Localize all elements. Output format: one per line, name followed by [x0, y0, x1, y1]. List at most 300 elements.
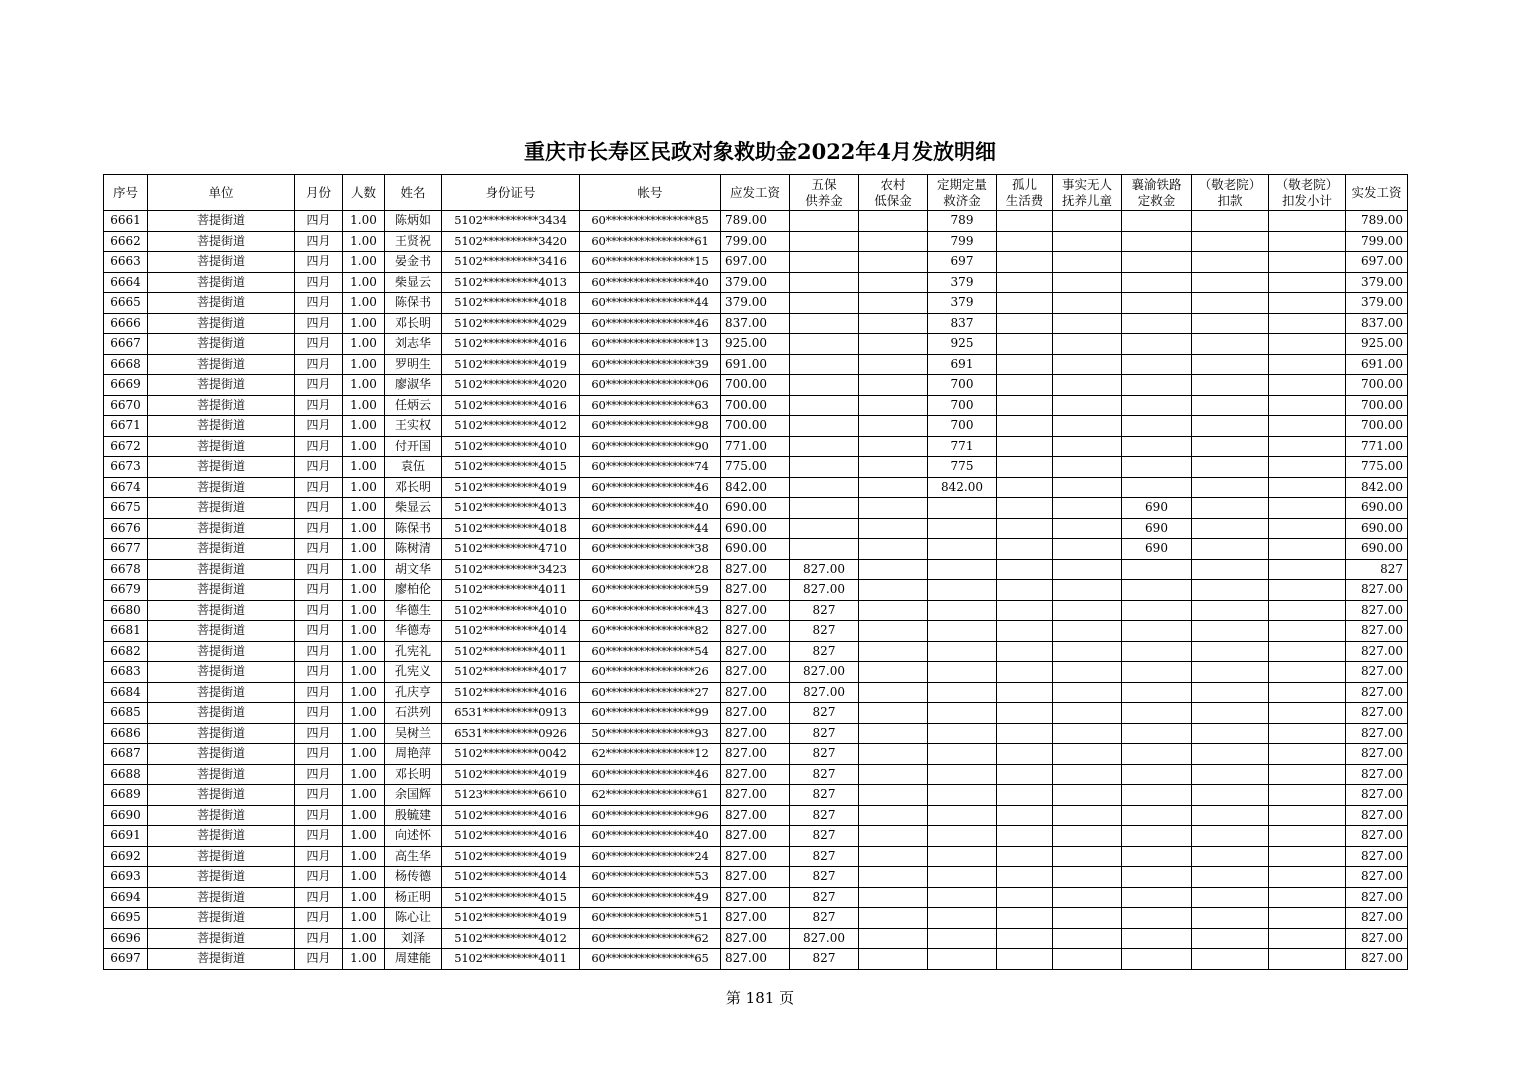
col-railway-relief-cell	[1122, 477, 1192, 498]
col-rural-dibao-cell	[859, 600, 928, 621]
col-actual-paid-cell: 827.00	[1346, 826, 1408, 847]
col-wubao-cell: 827.00	[790, 928, 859, 949]
col-count-cell: 1.00	[343, 313, 385, 334]
col-unit-cell: 菩提街道	[148, 744, 295, 765]
table-row	[104, 436, 1408, 457]
col-nursing-subtotal-cell	[1269, 539, 1346, 560]
col-railway-relief-cell	[1122, 641, 1192, 662]
col-actual-paid-cell: 827.00	[1346, 580, 1408, 601]
col-payable-cell: 700.00	[721, 395, 790, 416]
col-wubao-cell: 827	[790, 805, 859, 826]
col-account-cell: 60****************62	[580, 928, 721, 949]
col-account-cell: 60****************15	[580, 252, 721, 273]
col-railway-relief-cell	[1122, 928, 1192, 949]
col-fixed-relief-cell	[928, 580, 997, 601]
col-payable-cell: 827.00	[721, 621, 790, 642]
col-unit-cell: 菩提街道	[148, 252, 295, 273]
col-nursing-subtotal-cell	[1269, 580, 1346, 601]
col-id-number-cell: 5102**********4013	[442, 498, 580, 519]
col-nursing-subtotal-cell	[1269, 703, 1346, 724]
col-name-cell: 孔宪义	[385, 662, 442, 683]
col-nursing-subtotal-cell	[1269, 785, 1346, 806]
col-rural-dibao-cell	[859, 293, 928, 314]
col-payable-cell: 827.00	[721, 764, 790, 785]
col-id-number-cell: 5102**********4011	[442, 949, 580, 970]
col-serial-cell: 6690	[104, 805, 148, 826]
col-id-number-cell: 5102**********4018	[442, 518, 580, 539]
col-actual-paid-cell: 827.00	[1346, 949, 1408, 970]
col-fixed-relief-cell: 697	[928, 252, 997, 273]
col-wubao-cell: 827	[790, 600, 859, 621]
col-name-cell: 石洪列	[385, 703, 442, 724]
col-unsupported-child-cell	[1053, 457, 1122, 478]
col-unsupported-child-cell	[1053, 498, 1122, 519]
col-unit-cell: 菩提街道	[148, 518, 295, 539]
col-unit-cell: 菩提街道	[148, 580, 295, 601]
col-payable-cell: 827.00	[721, 949, 790, 970]
col-name-cell: 杨传德	[385, 867, 442, 888]
col-month-cell: 四月	[295, 559, 343, 580]
header-line-1: 序号	[112, 184, 138, 200]
col-count-cell: 1.00	[343, 436, 385, 457]
col-payable-cell: 789.00	[721, 211, 790, 232]
col-actual-paid-cell: 827.00	[1346, 928, 1408, 949]
col-unsupported-child-cell	[1053, 785, 1122, 806]
col-wubao-cell	[790, 231, 859, 252]
col-fixed-relief-cell: 837	[928, 313, 997, 334]
col-serial-cell: 6689	[104, 785, 148, 806]
header-line-1: 定期定量	[936, 176, 987, 192]
col-fixed-relief-cell	[928, 498, 997, 519]
col-payable-cell: 379.00	[721, 272, 790, 293]
col-count-cell: 1.00	[343, 293, 385, 314]
col-nursing-subtotal-cell	[1269, 559, 1346, 580]
col-serial-cell: 6686	[104, 723, 148, 744]
col-month-cell: 四月	[295, 518, 343, 539]
col-name-cell: 邓长明	[385, 477, 442, 498]
header-line-1: 事实无人	[1061, 176, 1112, 192]
col-wubao-cell	[790, 272, 859, 293]
col-unsupported-child-cell	[1053, 887, 1122, 908]
col-account-cell: 60****************96	[580, 805, 721, 826]
col-wubao-cell: 827	[790, 744, 859, 765]
col-unsupported-child-cell	[1053, 846, 1122, 867]
col-actual-paid-cell: 827.00	[1346, 867, 1408, 888]
col-account-cell: 60****************46	[580, 313, 721, 334]
col-count-cell: 1.00	[343, 354, 385, 375]
col-month-cell: 四月	[295, 641, 343, 662]
col-id-number-cell: 5102**********4019	[442, 908, 580, 929]
col-actual-paid-cell: 691.00	[1346, 354, 1408, 375]
col-actual-paid-cell: 789.00	[1346, 211, 1408, 232]
col-nursing-subtotal-cell	[1269, 477, 1346, 498]
col-count-cell: 1.00	[343, 252, 385, 273]
col-nursing-subtotal-cell	[1269, 764, 1346, 785]
table-row	[104, 559, 1408, 580]
col-month-cell: 四月	[295, 682, 343, 703]
col-orphan-cell	[997, 744, 1053, 765]
col-actual-paid-cell: 379.00	[1346, 293, 1408, 314]
col-wubao-cell: 827	[790, 703, 859, 724]
col-month-cell: 四月	[295, 436, 343, 457]
col-orphan-cell	[997, 313, 1053, 334]
col-name-cell: 余国辉	[385, 785, 442, 806]
col-account-cell: 60****************38	[580, 539, 721, 560]
col-account-cell: 60****************61	[580, 231, 721, 252]
col-name-cell: 孔宪礼	[385, 641, 442, 662]
col-count-cell: 1.00	[343, 600, 385, 621]
col-orphan-cell	[997, 682, 1053, 703]
col-rural-dibao-cell	[859, 846, 928, 867]
table-row	[104, 252, 1408, 273]
col-account-cell: 60****************59	[580, 580, 721, 601]
col-wubao-cell: 827	[790, 846, 859, 867]
col-rural-dibao-cell	[859, 867, 928, 888]
col-wubao-cell: 827	[790, 949, 859, 970]
col-month-cell: 四月	[295, 908, 343, 929]
col-id-number-cell: 5102**********4017	[442, 662, 580, 683]
col-wubao-cell	[790, 416, 859, 437]
col-nursing-subtotal-cell	[1269, 908, 1346, 929]
col-rural-dibao-cell	[859, 457, 928, 478]
col-unsupported-child-cell	[1053, 662, 1122, 683]
col-unsupported-child-cell	[1053, 539, 1122, 560]
table-row	[104, 231, 1408, 252]
col-account-cell: 62****************12	[580, 744, 721, 765]
col-nursing-deduction-cell	[1192, 949, 1269, 970]
col-account-cell: 60****************43	[580, 600, 721, 621]
col-nursing-deduction-cell	[1192, 539, 1269, 560]
col-name-cell: 晏金书	[385, 252, 442, 273]
col-serial-cell: 6675	[104, 498, 148, 519]
table-row	[104, 744, 1408, 765]
col-count-header	[343, 175, 385, 211]
col-nursing-deduction-cell	[1192, 211, 1269, 232]
col-railway-relief-cell	[1122, 272, 1192, 293]
col-unit-header	[148, 175, 295, 211]
col-rural-dibao-cell	[859, 313, 928, 334]
col-unsupported-child-cell	[1053, 723, 1122, 744]
col-railway-relief-cell	[1122, 354, 1192, 375]
col-nursing-deduction-cell	[1192, 272, 1269, 293]
col-name-cell: 孔庆亨	[385, 682, 442, 703]
col-fixed-relief-cell	[928, 518, 997, 539]
col-month-cell: 四月	[295, 272, 343, 293]
col-nursing-deduction-cell	[1192, 600, 1269, 621]
table-row	[104, 518, 1408, 539]
col-id-number-cell: 5102**********4019	[442, 477, 580, 498]
col-count-cell: 1.00	[343, 457, 385, 478]
col-month-cell: 四月	[295, 457, 343, 478]
col-serial-cell: 6668	[104, 354, 148, 375]
col-wubao-cell: 827.00	[790, 682, 859, 703]
table-row	[104, 498, 1408, 519]
col-account-cell: 60****************40	[580, 826, 721, 847]
col-fixed-relief-cell	[928, 539, 997, 560]
col-name-cell: 殷毓建	[385, 805, 442, 826]
col-serial-cell: 6697	[104, 949, 148, 970]
col-serial-cell: 6662	[104, 231, 148, 252]
col-nursing-subtotal-cell	[1269, 313, 1346, 334]
col-railway-relief-cell	[1122, 805, 1192, 826]
col-wubao-cell: 827	[790, 867, 859, 888]
col-name-cell: 向述怀	[385, 826, 442, 847]
col-nursing-deduction-cell	[1192, 764, 1269, 785]
col-nursing-deduction-cell	[1192, 805, 1269, 826]
col-account-cell: 60****************24	[580, 846, 721, 867]
col-account-cell: 60****************85	[580, 211, 721, 232]
col-orphan-cell	[997, 908, 1053, 929]
col-account-cell: 60****************06	[580, 375, 721, 396]
col-unsupported-child-cell	[1053, 354, 1122, 375]
col-nursing-deduction-cell	[1192, 744, 1269, 765]
col-id-number-cell: 5102**********4019	[442, 764, 580, 785]
col-month-cell: 四月	[295, 805, 343, 826]
col-payable-cell: 827.00	[721, 703, 790, 724]
col-rural-dibao-cell	[859, 416, 928, 437]
col-month-cell: 四月	[295, 600, 343, 621]
col-count-cell: 1.00	[343, 785, 385, 806]
col-unit-cell: 菩提街道	[148, 313, 295, 334]
col-unsupported-child-cell	[1053, 641, 1122, 662]
col-actual-paid-cell: 827.00	[1346, 887, 1408, 908]
col-orphan-cell	[997, 826, 1053, 847]
col-railway-relief-cell	[1122, 703, 1192, 724]
col-fixed-relief-cell	[928, 621, 997, 642]
col-month-cell: 四月	[295, 928, 343, 949]
col-railway-relief-cell	[1122, 662, 1192, 683]
col-actual-paid-cell: 827.00	[1346, 662, 1408, 683]
col-rural-dibao-cell	[859, 252, 928, 273]
col-month-cell: 四月	[295, 785, 343, 806]
table-header-row	[104, 175, 1408, 211]
col-count-cell: 1.00	[343, 211, 385, 232]
table-row	[104, 600, 1408, 621]
col-orphan-cell	[997, 600, 1053, 621]
col-count-cell: 1.00	[343, 580, 385, 601]
table-row	[104, 846, 1408, 867]
col-name-cell: 王实权	[385, 416, 442, 437]
col-payable-cell: 837.00	[721, 313, 790, 334]
col-month-cell: 四月	[295, 252, 343, 273]
col-actual-paid-cell: 827.00	[1346, 785, 1408, 806]
col-id-number-cell: 5102**********3416	[442, 252, 580, 273]
col-count-cell: 1.00	[343, 928, 385, 949]
col-fixed-relief-cell: 691	[928, 354, 997, 375]
col-nursing-deduction-cell	[1192, 518, 1269, 539]
col-serial-cell: 6670	[104, 395, 148, 416]
col-railway-relief-header	[1122, 175, 1192, 211]
col-id-number-cell: 5102**********4012	[442, 416, 580, 437]
col-nursing-subtotal-cell	[1269, 518, 1346, 539]
col-rural-dibao-cell	[859, 744, 928, 765]
col-unsupported-child-cell	[1053, 559, 1122, 580]
col-fixed-relief-cell	[928, 600, 997, 621]
col-orphan-cell	[997, 641, 1053, 662]
table-row	[104, 785, 1408, 806]
col-id-number-cell: 5102**********4016	[442, 395, 580, 416]
col-month-cell: 四月	[295, 539, 343, 560]
col-nursing-deduction-cell	[1192, 313, 1269, 334]
col-id-number-cell: 5102**********4710	[442, 539, 580, 560]
table-row	[104, 395, 1408, 416]
col-orphan-cell	[997, 764, 1053, 785]
col-account-cell: 60****************49	[580, 887, 721, 908]
col-actual-paid-cell: 799.00	[1346, 231, 1408, 252]
col-orphan-cell	[997, 949, 1053, 970]
col-id-number-header	[442, 175, 580, 211]
col-wubao-cell: 827.00	[790, 580, 859, 601]
col-wubao-header	[790, 175, 859, 211]
col-name-cell: 刘志华	[385, 334, 442, 355]
col-railway-relief-cell	[1122, 887, 1192, 908]
col-orphan-cell	[997, 354, 1053, 375]
col-railway-relief-cell	[1122, 293, 1192, 314]
table-row	[104, 354, 1408, 375]
col-id-number-cell: 5102**********3420	[442, 231, 580, 252]
col-railway-relief-cell: 690	[1122, 539, 1192, 560]
col-payable-cell: 799.00	[721, 231, 790, 252]
col-id-number-cell: 5102**********4019	[442, 846, 580, 867]
col-railway-relief-cell	[1122, 621, 1192, 642]
col-nursing-deduction-cell	[1192, 867, 1269, 888]
col-rural-dibao-cell	[859, 621, 928, 642]
col-id-number-cell: 5102**********4011	[442, 641, 580, 662]
col-actual-paid-cell: 690.00	[1346, 498, 1408, 519]
col-wubao-cell	[790, 477, 859, 498]
col-account-cell: 60****************46	[580, 477, 721, 498]
col-id-number-cell: 5102**********3434	[442, 211, 580, 232]
col-orphan-cell	[997, 539, 1053, 560]
payment-table	[103, 174, 1408, 970]
col-serial-header	[104, 175, 148, 211]
col-railway-relief-cell: 690	[1122, 518, 1192, 539]
col-actual-paid-cell: 775.00	[1346, 457, 1408, 478]
header-line-1: 实发工资	[1351, 184, 1402, 200]
col-fixed-relief-cell: 771	[928, 436, 997, 457]
col-actual-paid-cell: 827.00	[1346, 600, 1408, 621]
col-fixed-relief-cell	[928, 662, 997, 683]
col-payable-header	[721, 175, 790, 211]
col-name-cell: 廖淑华	[385, 375, 442, 396]
col-payable-cell: 827.00	[721, 908, 790, 929]
col-rural-dibao-header	[859, 175, 928, 211]
col-id-number-cell: 5102**********4016	[442, 826, 580, 847]
col-actual-paid-cell: 690.00	[1346, 518, 1408, 539]
col-name-cell: 华德寿	[385, 621, 442, 642]
col-wubao-cell	[790, 539, 859, 560]
col-account-cell: 62****************61	[580, 785, 721, 806]
col-account-cell: 60****************40	[580, 498, 721, 519]
header-line-1: 身份证号	[485, 184, 536, 200]
col-nursing-subtotal-header	[1269, 175, 1346, 211]
col-name-cell: 周建能	[385, 949, 442, 970]
col-name-cell: 高生华	[385, 846, 442, 867]
col-fixed-relief-cell	[928, 928, 997, 949]
col-wubao-cell: 827.00	[790, 559, 859, 580]
col-actual-paid-cell: 700.00	[1346, 416, 1408, 437]
col-unit-cell: 菩提街道	[148, 231, 295, 252]
col-fixed-relief-cell: 925	[928, 334, 997, 355]
col-unit-cell: 菩提街道	[148, 723, 295, 744]
header-line-1: 农村	[880, 176, 906, 192]
col-fixed-relief-cell	[928, 805, 997, 826]
col-rural-dibao-cell	[859, 887, 928, 908]
header-line-2: 低保金	[874, 192, 912, 208]
col-nursing-deduction-cell	[1192, 846, 1269, 867]
col-nursing-deduction-cell	[1192, 785, 1269, 806]
col-nursing-deduction-cell	[1192, 334, 1269, 355]
col-unsupported-child-header	[1053, 175, 1122, 211]
col-orphan-cell	[997, 416, 1053, 437]
col-rural-dibao-cell	[859, 498, 928, 519]
col-serial-cell: 6674	[104, 477, 148, 498]
header-line-1: （敬老院）	[1198, 176, 1262, 192]
col-id-number-cell: 5102**********3423	[442, 559, 580, 580]
header-line-1: 人数	[350, 184, 376, 200]
table-row	[104, 949, 1408, 970]
col-name-cell: 陈保书	[385, 293, 442, 314]
col-rural-dibao-cell	[859, 723, 928, 744]
table-row	[104, 211, 1408, 232]
col-actual-paid-cell: 827.00	[1346, 703, 1408, 724]
col-railway-relief-cell	[1122, 908, 1192, 929]
col-count-cell: 1.00	[343, 231, 385, 252]
col-count-cell: 1.00	[343, 867, 385, 888]
col-unit-cell: 菩提街道	[148, 559, 295, 580]
table-row	[104, 580, 1408, 601]
col-orphan-cell	[997, 211, 1053, 232]
col-payable-cell: 925.00	[721, 334, 790, 355]
col-account-header	[580, 175, 721, 211]
col-fixed-relief-cell	[928, 764, 997, 785]
col-actual-paid-cell: 771.00	[1346, 436, 1408, 457]
col-fixed-relief-cell: 799	[928, 231, 997, 252]
col-payable-cell: 700.00	[721, 375, 790, 396]
col-id-number-cell: 5102**********4014	[442, 867, 580, 888]
col-actual-paid-cell: 827.00	[1346, 908, 1408, 929]
col-nursing-subtotal-cell	[1269, 826, 1346, 847]
col-orphan-cell	[997, 334, 1053, 355]
col-wubao-cell	[790, 313, 859, 334]
col-wubao-cell	[790, 518, 859, 539]
col-serial-cell: 6691	[104, 826, 148, 847]
table-row	[104, 662, 1408, 683]
col-id-number-cell: 6531**********0926	[442, 723, 580, 744]
col-orphan-cell	[997, 252, 1053, 273]
col-fixed-relief-cell: 700	[928, 395, 997, 416]
col-name-cell: 王贤祝	[385, 231, 442, 252]
col-month-cell: 四月	[295, 723, 343, 744]
col-account-cell: 60****************40	[580, 272, 721, 293]
col-actual-paid-cell: 827.00	[1346, 621, 1408, 642]
col-id-number-cell: 5102**********4015	[442, 457, 580, 478]
col-railway-relief-cell	[1122, 846, 1192, 867]
col-account-cell: 60****************27	[580, 682, 721, 703]
col-payable-cell: 379.00	[721, 293, 790, 314]
col-actual-paid-cell: 697.00	[1346, 252, 1408, 273]
col-id-number-cell: 5102**********4016	[442, 805, 580, 826]
col-orphan-cell	[997, 293, 1053, 314]
col-actual-paid-cell: 700.00	[1346, 395, 1408, 416]
col-nursing-deduction-cell	[1192, 231, 1269, 252]
header-line-1: 襄渝铁路	[1131, 176, 1182, 192]
col-count-cell: 1.00	[343, 621, 385, 642]
col-name-cell: 柴显云	[385, 272, 442, 293]
col-name-cell: 刘泽	[385, 928, 442, 949]
col-payable-cell: 827.00	[721, 887, 790, 908]
col-serial-cell: 6680	[104, 600, 148, 621]
